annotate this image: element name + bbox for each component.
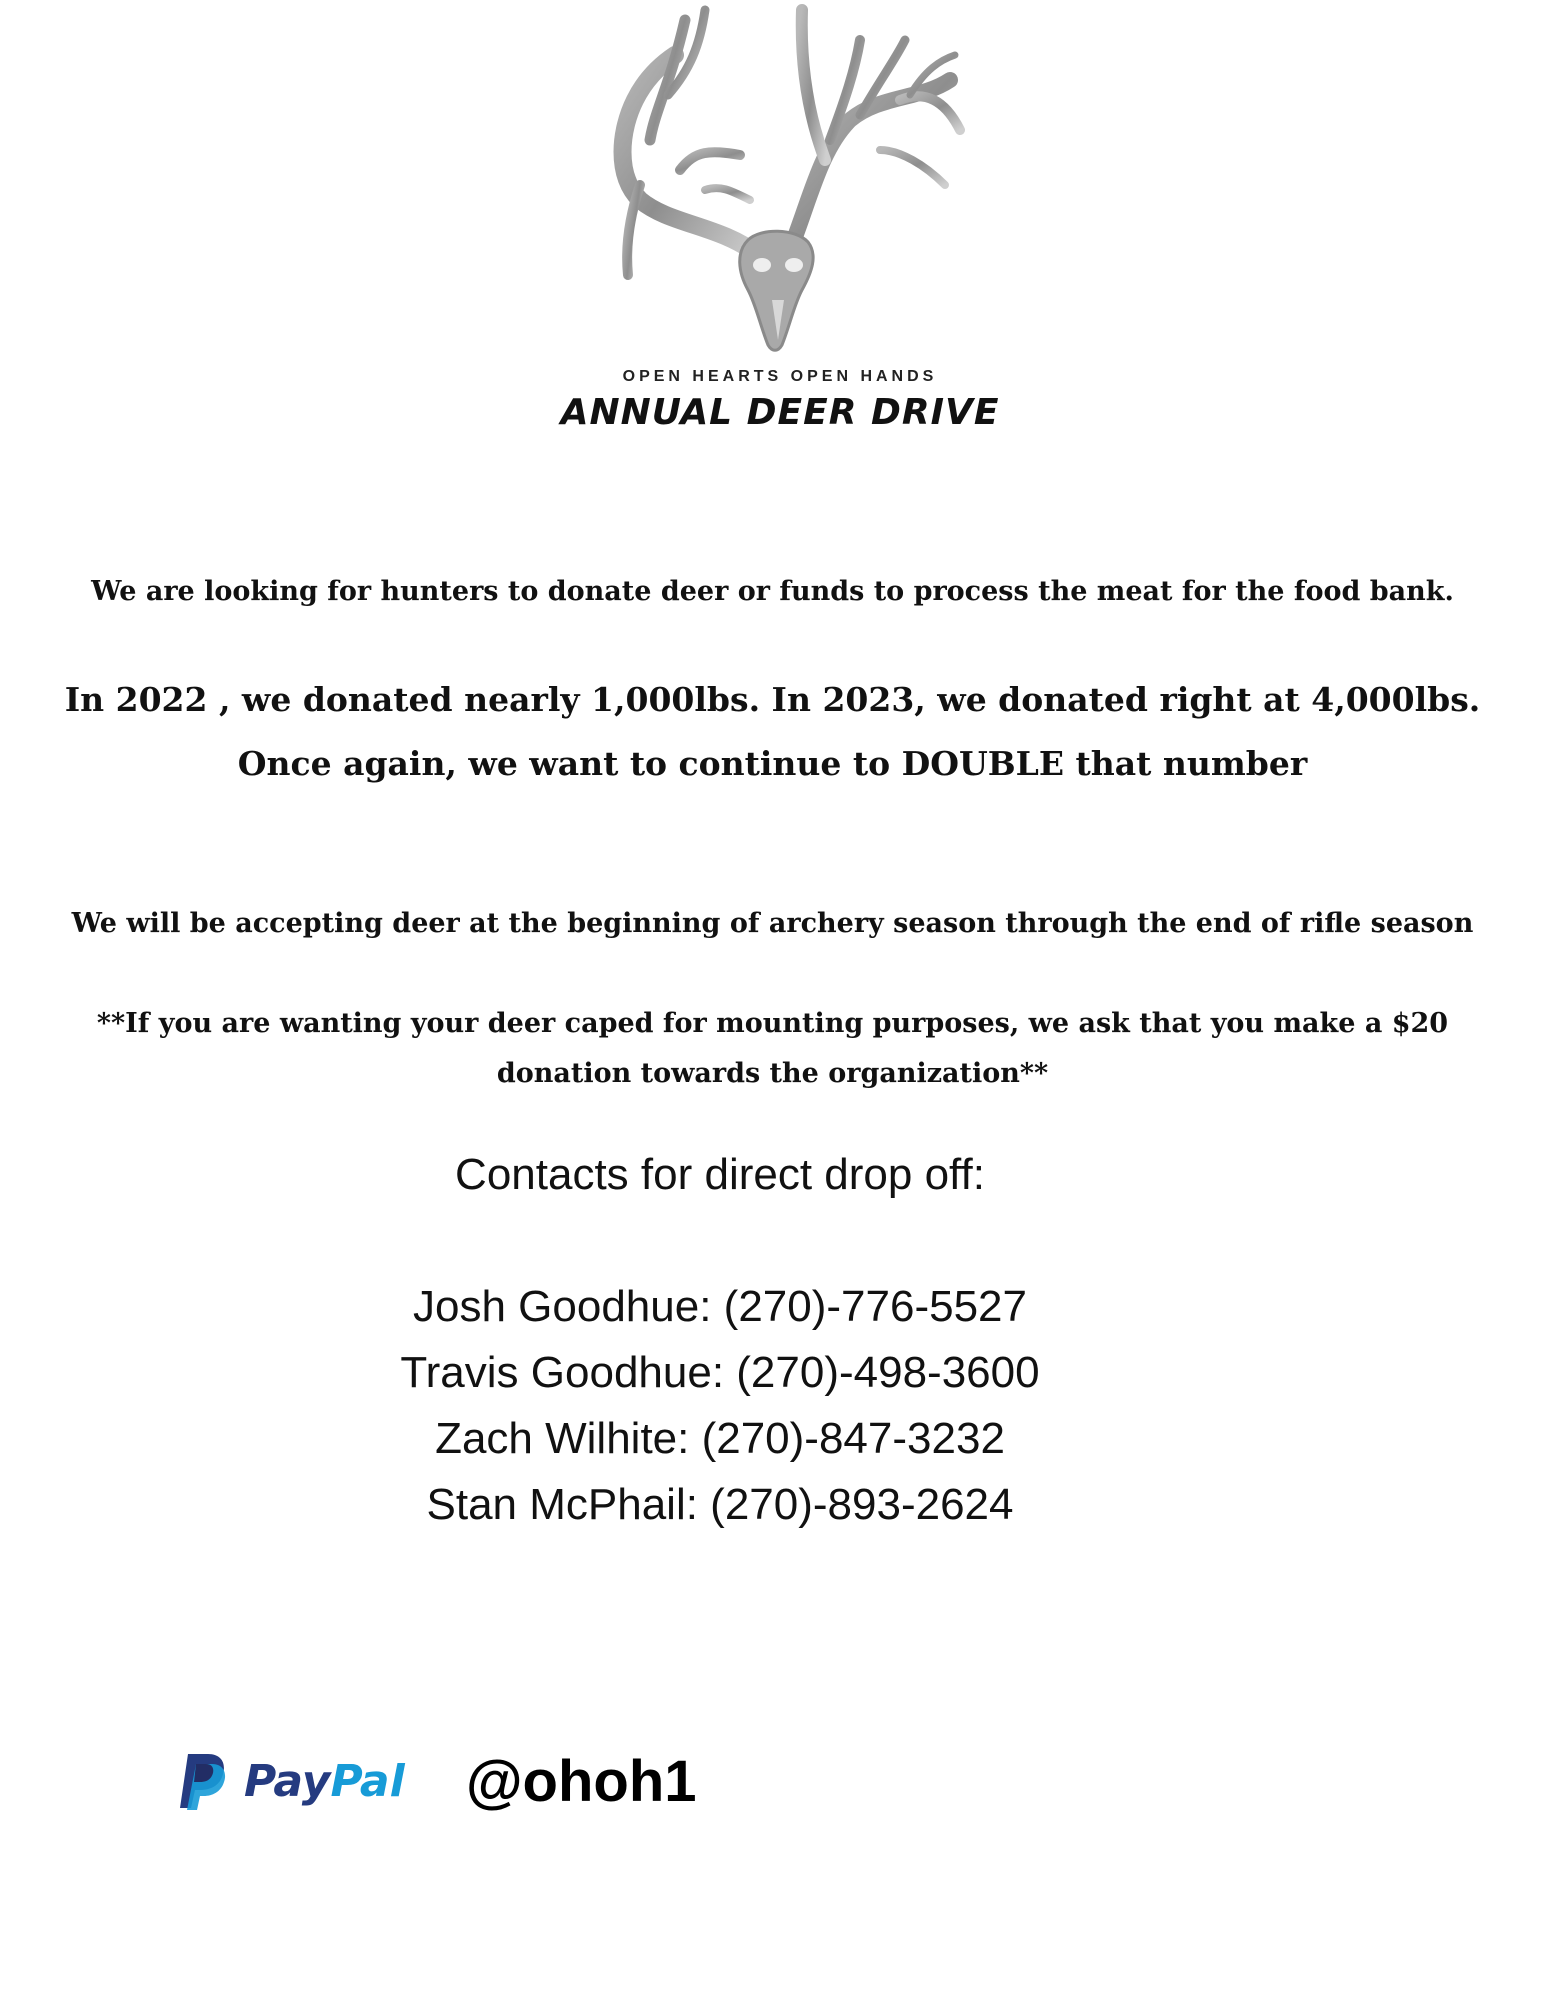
paypal-logo [178, 1752, 428, 1812]
caped-note-line-1: **If you are wanting your deer caped for mounting purposes, we ask that you make a $20 [96, 1008, 1449, 1039]
logo [560, 0, 1000, 450]
stats-line-1: In 2022 , we donated nearly 1,000lbs. In 2023, we donated right at 4,000lbs. [64, 680, 1481, 719]
contact-entry: Zach Wilhite: (270)-847-3232 [435, 1414, 1005, 1463]
event-title: ANNUAL DEER DRIVE [560, 392, 1000, 433]
contact-entry: Travis Goodhue: (270)-498-3600 [400, 1348, 1040, 1397]
contacts-heading: Contacts for direct drop off: [455, 1150, 985, 1199]
paypal-wordmark-pay: Pay [244, 1756, 331, 1807]
paypal-wordmark-pal: Pal [330, 1756, 405, 1807]
deer-skull-antlers-icon [580, 0, 980, 360]
contact-entry: Stan McPhail: (270)-893-2624 [426, 1480, 1014, 1529]
season-text: We will be accepting deer at the beginning of archery season through the end of rifle season [71, 908, 1474, 939]
stats-line-2: Once again, we want to continue to DOUBLE that number [237, 744, 1308, 783]
paypal-handle: @ohoh1 [466, 1749, 697, 1814]
org-name: OPEN HEARTS OPEN HANDS [622, 368, 938, 385]
intro-text: We are looking for hunters to donate deer or funds to process the meat for the food bank. [91, 576, 1454, 607]
paypal-wordmark [244, 1756, 405, 1807]
contact-entry: Josh Goodhue: (270)-776-5527 [413, 1282, 1027, 1331]
paypal-p-icon [178, 1752, 228, 1810]
caped-note-line-2: donation towards the organization** [496, 1058, 1049, 1089]
